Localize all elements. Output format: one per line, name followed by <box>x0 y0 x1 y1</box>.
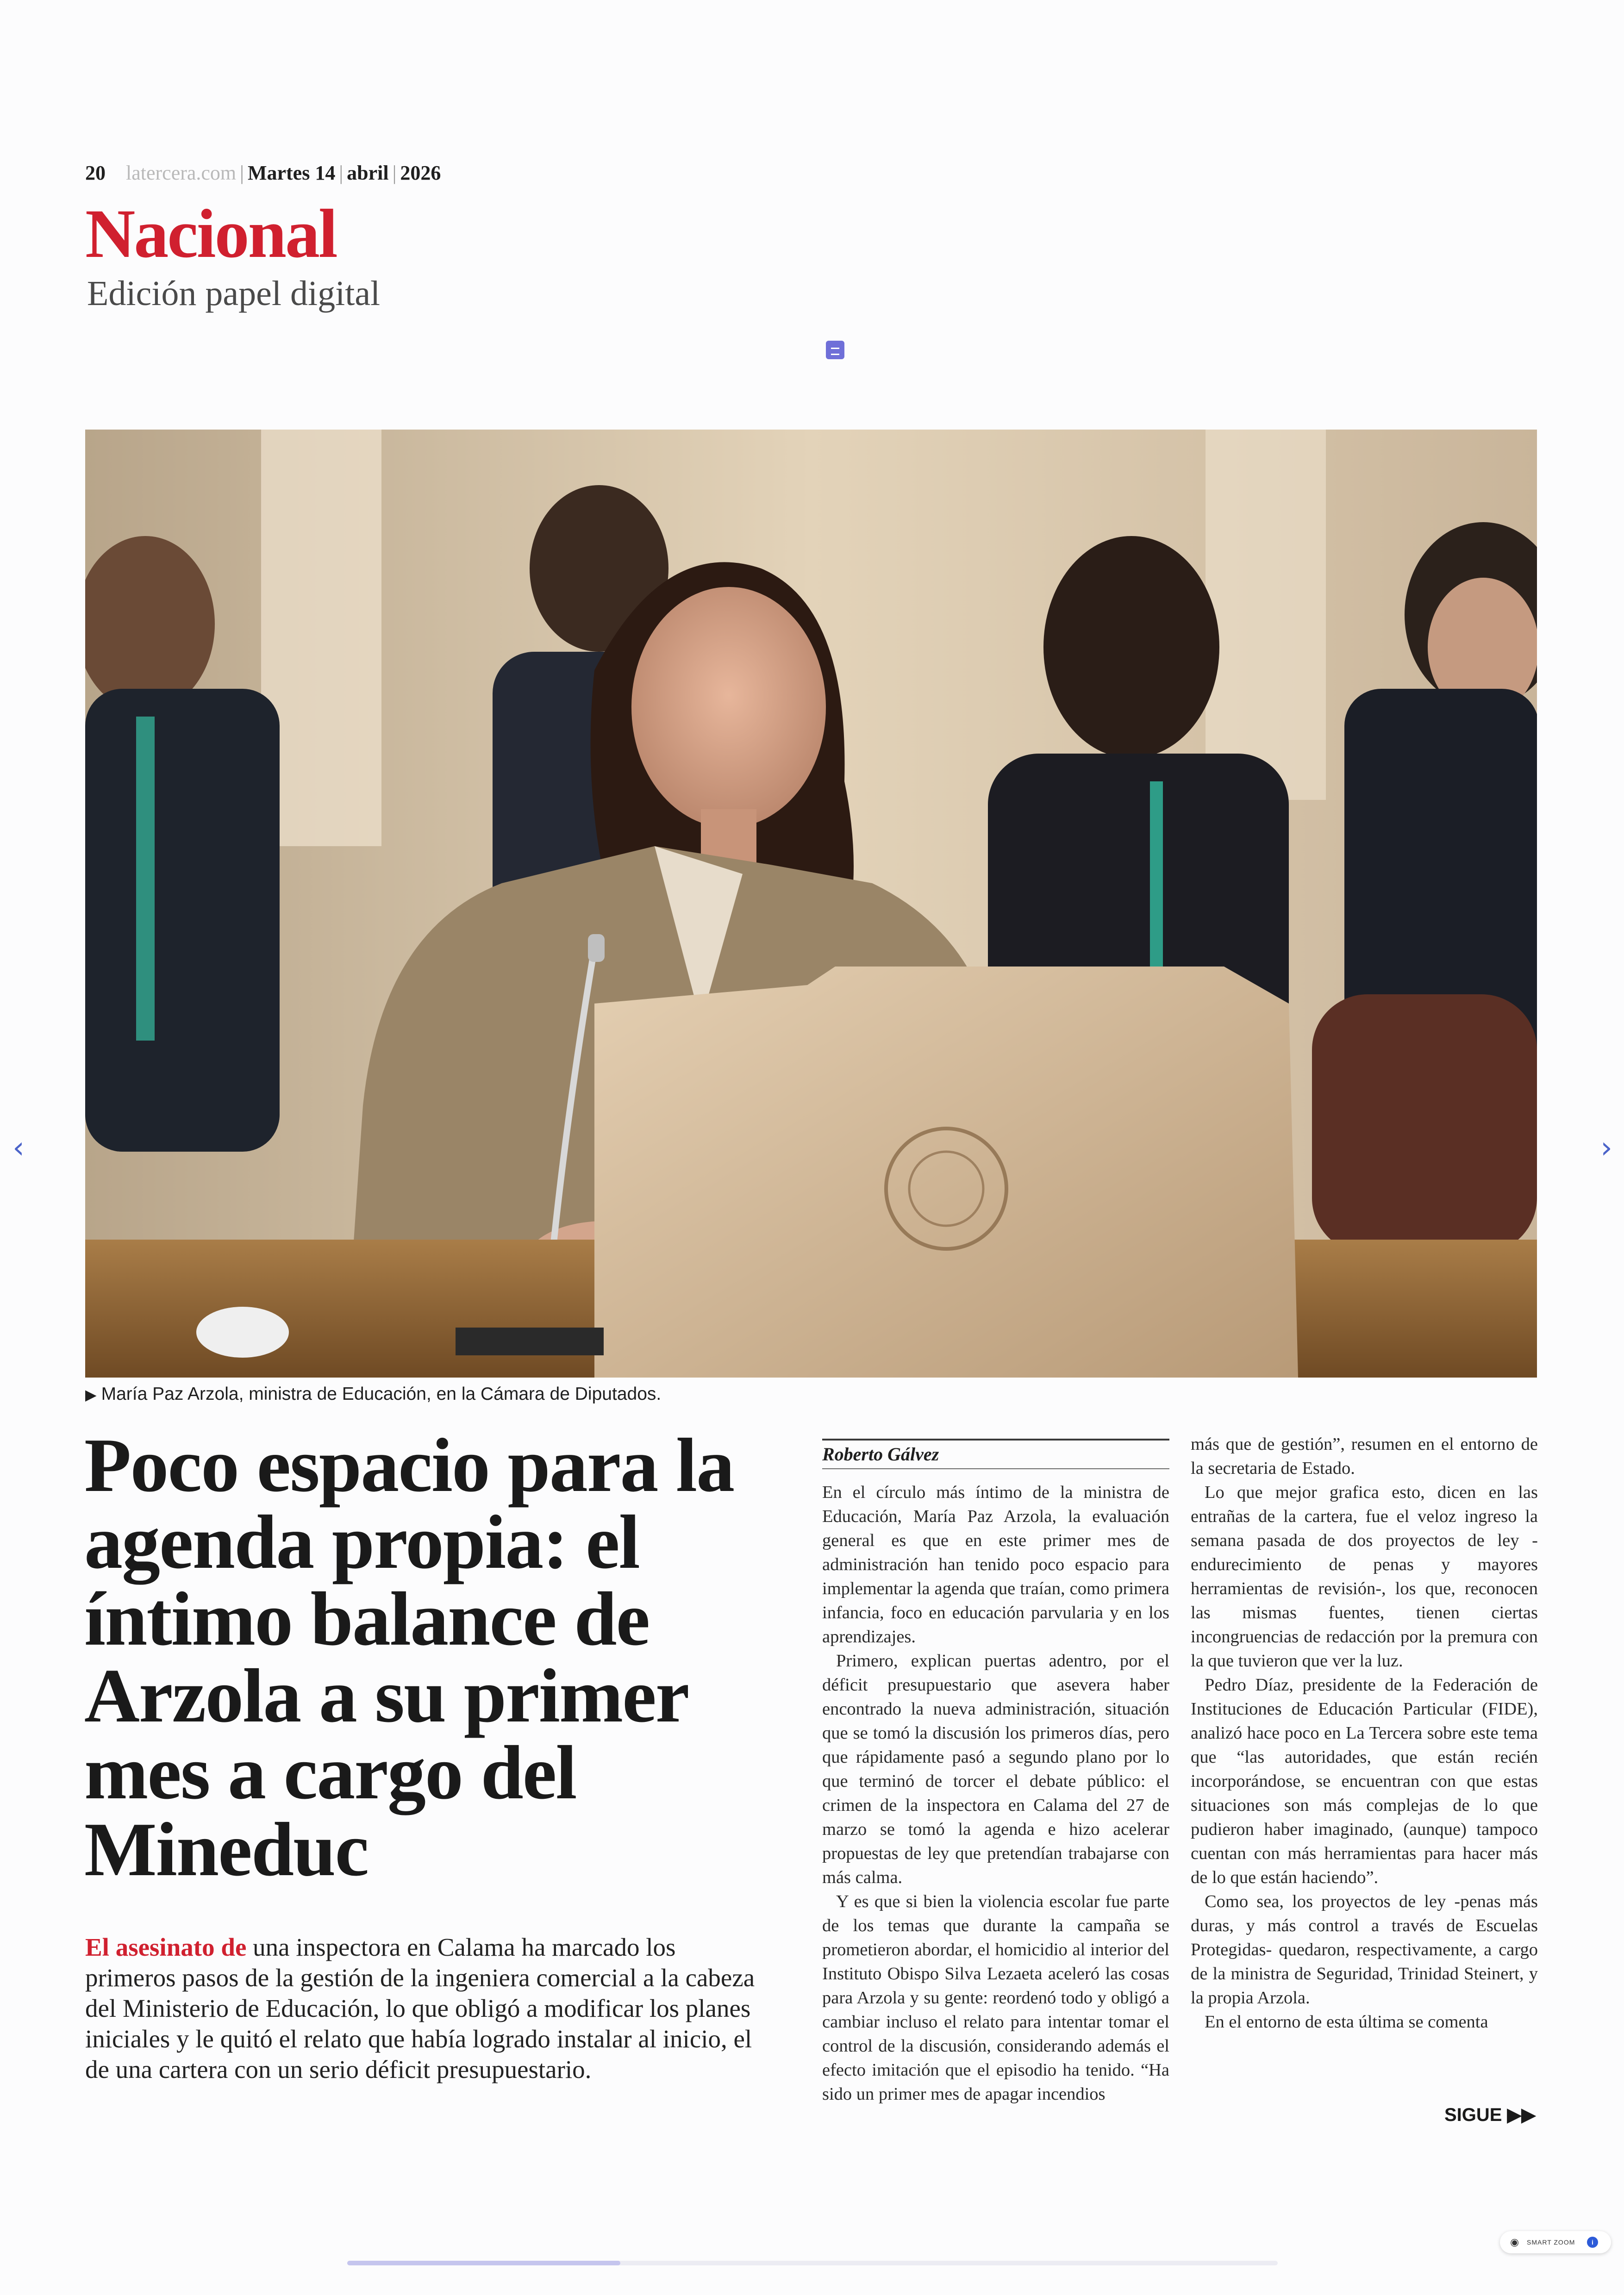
lede-highlight: El asesinato de <box>85 1933 247 1961</box>
edition-label: Edición papel digital <box>87 274 381 313</box>
paragraph: En el círculo más íntimo de la ministra de Educación, María Paz Arzola, la evaluación general es que en este primer mes de administración han tenido poco espacio para implementar la agenda que traían, como primera infancia, foco en educación parvularia y en los aprendizajes. <box>822 1483 1169 1646</box>
article-headline: Poco espacio para la agenda propia: el íntimo balance de Arzola a su primer mes a cargo del Mineduc <box>84 1422 734 1892</box>
smart-zoom-label: SMART ZOOM <box>1527 2239 1575 2246</box>
date-day: Martes 14 <box>247 162 336 184</box>
photo-illustration <box>85 430 1537 1378</box>
article-photo <box>85 430 1537 1378</box>
date-year: 2026 <box>400 162 441 184</box>
paragraph: más que de gestión”, resumen en el entorno de la secretaria de Estado. <box>1191 1434 1538 1478</box>
article-lede <box>85 1932 770 2085</box>
site-name: latercera.com <box>126 162 237 184</box>
byline-rule-bottom <box>822 1468 1169 1469</box>
chevron-right-icon[interactable]: › <box>1600 1131 1612 1165</box>
article-column-2 <box>1191 1432 1538 2034</box>
lede-text: una inspectora en Calama ha marcado los primeros pasos de la gestión de la ingeniera comercial a la cabeza del Ministerio de Educación, lo que obligó a modificar los planes iniciales y le quitó el relato que había logrado instalar al inicio, el de una cartera con un serio déficit presupuestario. <box>85 1933 755 2083</box>
double-play-icon: ▶▶ <box>1507 2105 1536 2125</box>
menu-icon[interactable] <box>826 341 844 359</box>
page-number: 20 <box>85 162 106 184</box>
continue-text: SIGUE <box>1444 2105 1502 2125</box>
smart-zoom-button[interactable] <box>1500 2231 1611 2253</box>
eye-icon: ◉ <box>1510 2236 1519 2248</box>
chevron-left-icon[interactable]: ‹ <box>12 1131 25 1165</box>
page-meta: 20 latercera.com | Martes 14 | abril | 2026 <box>85 162 441 184</box>
paragraph: Lo que mejor grafica esto, dicen en las entrañas de la cartera, fue el veloz ingreso la semana pasada de dos proyectos de ley -endurecimiento de penas y mayores herramientas de revisión-, los que, reconocen las mismas fuentes, tienen ciertas incongruencias de redacción por la premura con la que tuvieron que ver la luz. <box>1191 1483 1538 1671</box>
page-scrollbar-thumb[interactable] <box>347 2261 620 2265</box>
article-column-1 <box>822 1480 1169 2106</box>
caption-text: María Paz Arzola, ministra de Educación, en la Cámara de Diputados. <box>101 1384 662 1404</box>
caption-triangle-icon: ▶ <box>85 1386 97 1403</box>
byline-rule-top <box>822 1439 1169 1441</box>
paragraph: Y es que si bien la violencia escolar fue parte de los temas que durante la campaña se prometieron abordar, el homicidio al interior del Instituto Obispo Silva Lezaeta aceleró las cosas para Arzola y su gente: reordenó todo y obligó a cambiar incluso el relato para intentar tomar el control de la discusión, considerando además el efecto imitación que el episodio ha tenido. “Ha sido un primer mes de apagar incendios <box>822 1892 1169 2104</box>
byline: Roberto Gálvez <box>822 1444 939 1465</box>
paragraph: Como sea, los proyectos de ley -penas más duras, y más control a través de Escuelas Protegidas- quedaron, respectivamente, a cargo de la ministra de Seguridad, Trinidad Steinert, y la propia Arzola. <box>1191 1892 1538 2008</box>
paragraph: Pedro Díaz, presidente de la Federación de Instituciones de Educación Particular (FIDE), analizó hace poco en La Tercera sobre este tema que “las autoridades, que están recién incorporándose, se encuentran con que estas situaciones son más complejas de lo que pudieron haber imaginado, (aunque) tampoco cuentan con más herramientas para hacer más de lo que están haciendo”. <box>1191 1675 1538 1887</box>
date-month: abril <box>347 162 389 184</box>
section-title: Nacional <box>85 195 337 272</box>
paragraph: En el entorno de esta última se comenta <box>1205 2012 1488 2032</box>
info-icon[interactable]: i <box>1587 2237 1598 2248</box>
continue-label[interactable] <box>1444 2104 1536 2126</box>
photo-caption <box>85 1384 661 1404</box>
paragraph: Primero, explican puertas adentro, por el déficit presupuestario que asevera haber encontrado la nueva administración, situación que se tomó la discusión los primeros días, pero que rápidamente pasó a segundo plano por lo que terminó de torcer el debate público: el crimen de la inspectora en Calama del 27 de marzo se tomó la agenda e hizo acelerar propuestas de ley que pretendían trabajarse con más calma. <box>822 1651 1169 1887</box>
